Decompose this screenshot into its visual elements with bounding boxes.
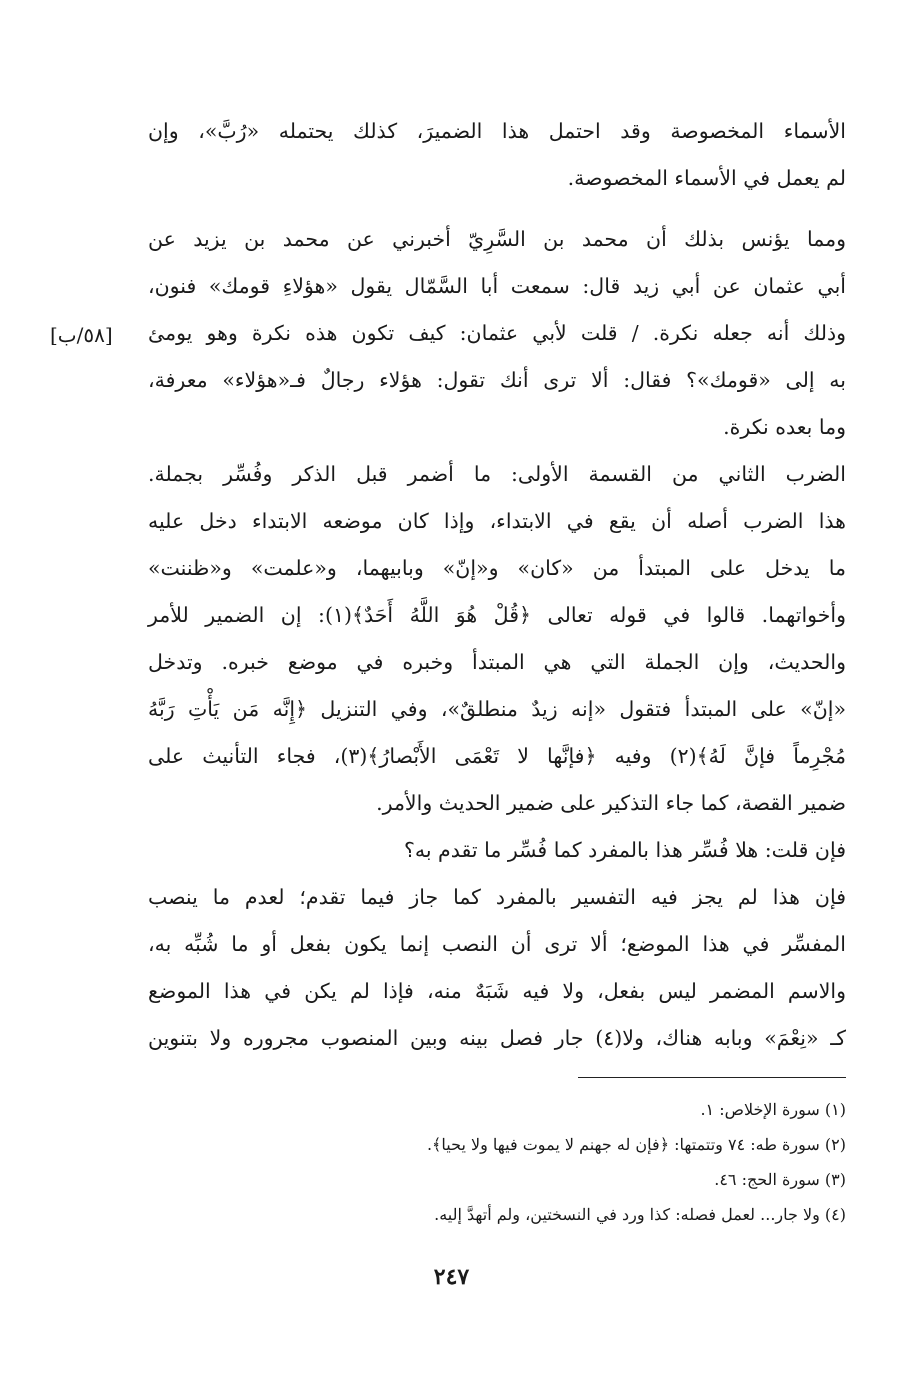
footnote-item: (٤) ولا جار... لعمل فصله: كذا ورد في النسختين، ولم أتهدَّ إليه. <box>434 1205 846 1224</box>
text-line: كـ «نِعْمَ» وبابه هناك، ولا(٤) جار فصل بينه وبين المنصوب مجروره ولا بتنوين <box>148 1026 847 1050</box>
text-line: مُجْرِماً فإنَّ لَهُ﴾(٢) وفيه ﴿فإنَّها لا تَعْمَى الأَبْصارُ﴾(٣)، فجاء التأنيث على <box>148 744 846 768</box>
footnote-item: (٢) سورة طه: ٧٤ وتتمتها: ﴿فإن له جهنم لا يموت فيها ولا يحيا﴾. <box>426 1135 846 1154</box>
footnote-item: (٣) سورة الحج: ٤٦. <box>714 1170 846 1189</box>
text-line: «إنّ» على المبتدأ فتقول «إنه زيدٌ منطلقٌ»، وفي التنزيل ﴿إِنَّه مَن يَأْتِ رَبَّهُ <box>148 697 846 721</box>
text-line: وما بعده نكرة. <box>723 415 846 439</box>
text-line: والاسم المضمر ليس بفعل، ولا فيه شَبَهٌ منه، فإذا لم يكن في هذا الموضع <box>148 979 846 1003</box>
text-line: الضرب الثاني من القسمة الأولى: ما أضمر قبل الذكر وفُسِّر بجملة. <box>148 462 846 486</box>
text-line: ما يدخل على المبتدأ من «كان» و«إنّ» وبابيهما، و«علمت» و«ظننت» <box>148 556 846 580</box>
manuscript-folio-note: [٥٨/ب] <box>50 323 113 347</box>
text-line: ضمير القصة، كما جاء التذكير على ضمير الحديث والأمر. <box>376 791 846 815</box>
text-line: فإن هذا لم يجز فيه التفسير بالمفرد كما جاز فيما تقدم؛ لعدم ما ينصب <box>148 885 846 909</box>
text-line: الأسماء المخصوصة وقد احتمل هذا الضميرَ، كذلك يحتمله «رُبَّ»، وإن <box>148 119 846 143</box>
page-number: ٢٤٧ <box>433 1264 470 1290</box>
main-text <box>148 108 846 1062</box>
text-line: أبي عثمان عن أبي زيد قال: سمعت أبا السَّمّال يقول «هؤلاءِ قومك» فنون، <box>148 274 846 298</box>
footnote-item: (١) سورة الإخلاص: ١. <box>700 1100 846 1119</box>
text-line: فإن قلت: هلا فُسِّر هذا بالمفرد كما فُسِّر ما تقدم به؟ <box>403 838 846 862</box>
paragraph-gap <box>148 202 846 216</box>
text-line: ومما يؤنس بذلك أن محمد بن السَّرِيّ أخبرني عن محمد بن يزيد عن <box>148 227 846 251</box>
text-line: والحديث، وإن الجملة التي هي المبتدأ وخبره في موضع خبره. وتدخل <box>148 650 846 674</box>
footnotes <box>148 1092 846 1232</box>
text-line: وأخواتهما. قالوا في قوله تعالى ﴿قُلْ هُوَ اللَّهُ أَحَدٌ﴾(١): إن الضمير للأمر <box>148 603 847 627</box>
footnote-separator <box>578 1077 846 1078</box>
text-line: به إلى «قومك»؟ فقال: ألا ترى أنك تقول: هؤلاء رجالٌ فـ«هؤلاء» معرفة، <box>148 368 846 392</box>
text-line: المفسِّر في هذا الموضع؛ ألا ترى أن النصب إنما يكون بفعل أو ما شُبِّه به، <box>148 932 846 956</box>
text-line: وذلك أنه جعله نكرة. / قلت لأبي عثمان: كيف تكون هذه نكرة وهو يومئ <box>148 321 846 345</box>
text-line: لم يعمل في الأسماء المخصوصة. <box>567 166 846 190</box>
text-line: هذا الضرب أصله أن يقع في الابتداء، وإذا كان موضعه الابتداء دخل عليه <box>148 509 846 533</box>
